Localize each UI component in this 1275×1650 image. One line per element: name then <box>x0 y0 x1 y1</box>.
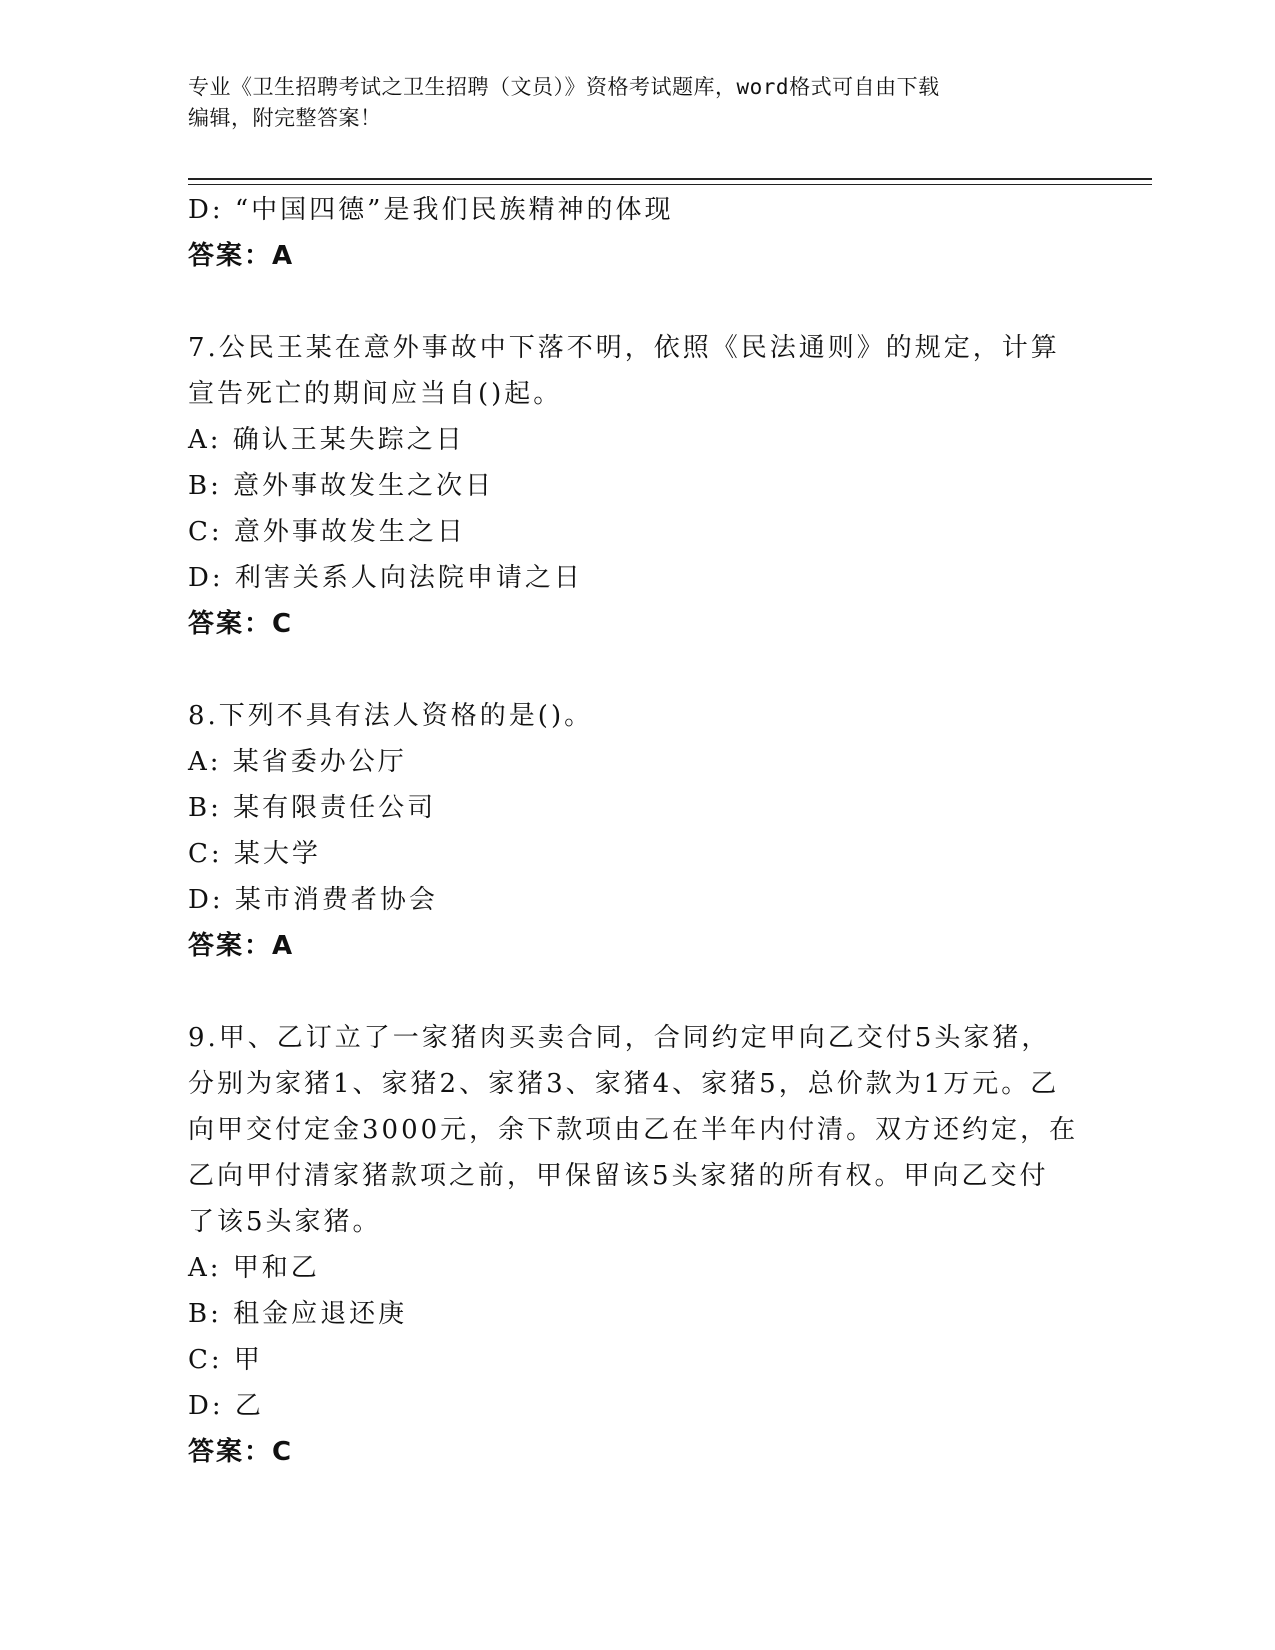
prev-answer: 答案：A <box>188 241 295 271</box>
question-9-text-line-4: 乙向甲付清家猪款项之前，甲保留该5头家猪的所有权。甲向乙交付 <box>188 1161 1049 1191</box>
question-8-answer: 答案：A <box>188 931 295 961</box>
question-8-option-d: D: 某市消费者协会 <box>188 885 438 915</box>
question-9-option-c: C: 甲 <box>188 1345 263 1375</box>
question-8-option-a: A: 某省委办公厅 <box>188 747 407 777</box>
question-7 <box>188 325 1088 647</box>
question-7-option-d: D: 利害关系人向法院申请之日 <box>188 563 583 593</box>
question-8-option-b: B: 某有限责任公司 <box>188 793 437 823</box>
spacer <box>188 279 1088 325</box>
question-7-option-b: B: 意外事故发生之次日 <box>188 471 495 501</box>
question-9-text-line-3: 向甲交付定金3000元，余下款项由乙在半年内付清。双方还约定，在 <box>188 1115 1079 1145</box>
question-9 <box>188 1015 1088 1475</box>
header-line-1: 专业《卫生招聘考试之卫生招聘（文员）》资格考试题库，word格式可自由下载 <box>188 75 940 99</box>
question-9-option-d: D: 乙 <box>188 1391 264 1421</box>
question-9-text-line-5: 了该5头家猪。 <box>188 1207 382 1237</box>
question-7-text-line-2: 宣告死亡的期间应当自()起。 <box>188 379 563 409</box>
question-7-answer: 答案：C <box>188 609 294 639</box>
question-9-text-line-1: 9.甲、乙订立了一家猪肉买卖合同，合同约定甲向乙交付5头家猪， <box>188 1023 1051 1053</box>
question-9-option-a: A: 甲和乙 <box>188 1253 320 1283</box>
question-9-answer: 答案：C <box>188 1437 294 1467</box>
document-header <box>188 72 1088 134</box>
header-divider-thin <box>188 184 1152 185</box>
question-9-option-b: B: 租金应退还庚 <box>188 1299 408 1329</box>
spacer <box>188 647 1088 693</box>
spacer <box>188 969 1088 1015</box>
question-list <box>188 187 1088 1475</box>
header-line-2: 编辑，附完整答案！ <box>188 106 382 130</box>
question-7-text-line-1: 7.公民王某在意外事故中下落不明，依照《民法通则》的规定，计算 <box>188 333 1060 363</box>
prev-option-d: D: “中国四德”是我们民族精神的体现 <box>188 195 674 225</box>
header-divider-thick <box>188 178 1152 180</box>
question-8-text: 8.下列不具有法人资格的是()。 <box>188 701 594 731</box>
question-9-text-line-2: 分别为家猪1、家猪2、家猪3、家猪4、家猪5，总价款为1万元。乙 <box>188 1069 1060 1099</box>
question-7-option-a: A: 确认王某失踪之日 <box>188 425 465 455</box>
question-8-option-c: C: 某大学 <box>188 839 321 869</box>
question-8 <box>188 693 1088 969</box>
question-7-option-c: C: 意外事故发生之日 <box>188 517 466 547</box>
